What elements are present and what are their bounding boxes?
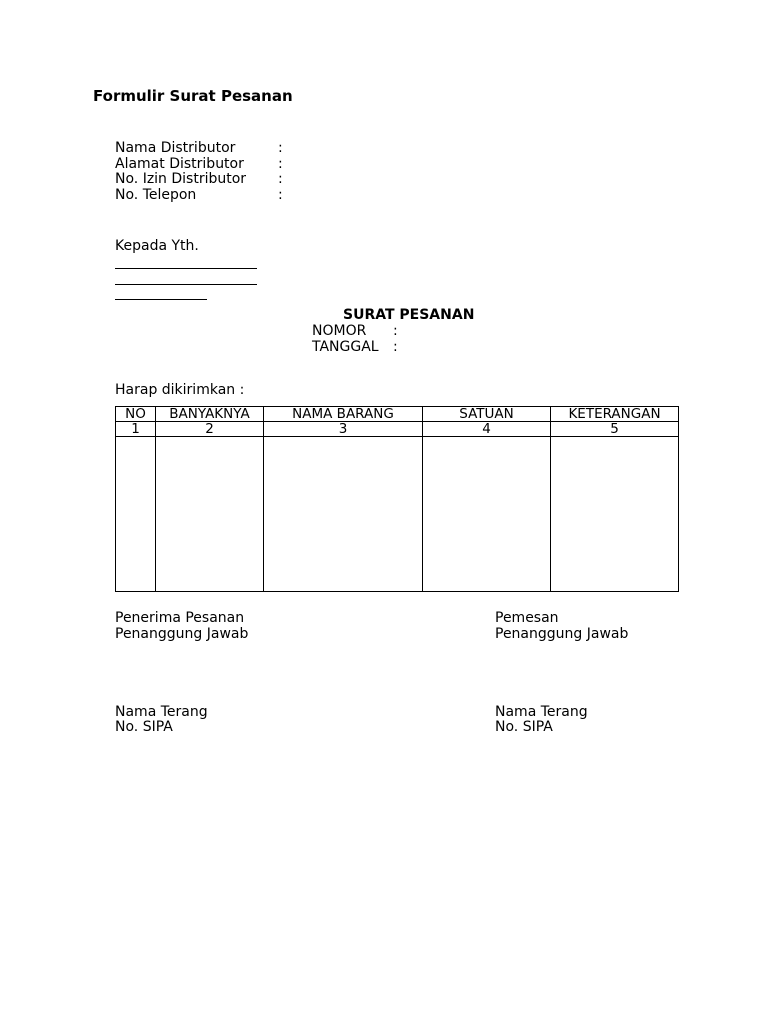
signature-right-sipa-label: No. SIPA bbox=[495, 719, 553, 735]
tanggal-colon: : bbox=[393, 339, 398, 355]
recipient-blank-line-1 bbox=[115, 268, 257, 269]
column-number: 2 bbox=[156, 422, 264, 437]
nomor-label: NOMOR bbox=[312, 323, 367, 339]
field-label-no-telepon: No. Telepon bbox=[115, 187, 197, 203]
signature-left-responsible: Penanggung Jawab bbox=[115, 626, 249, 642]
field-label-alamat-distributor: Alamat Distributor bbox=[115, 156, 244, 172]
recipient-blank-line-2 bbox=[115, 284, 257, 285]
entry-cell-banyaknya bbox=[156, 437, 264, 592]
entry-cell-no bbox=[116, 437, 156, 592]
entry-cell-nama-barang bbox=[264, 437, 423, 592]
table-entry-area bbox=[116, 437, 679, 592]
signature-right-responsible: Penanggung Jawab bbox=[495, 626, 629, 642]
entry-cell-satuan bbox=[423, 437, 551, 592]
entry-cell-keterangan bbox=[551, 437, 679, 592]
table-column-number-row bbox=[116, 422, 679, 437]
field-colon: : bbox=[278, 140, 283, 156]
column-number: 3 bbox=[264, 422, 423, 437]
letter-heading: SURAT PESANAN bbox=[343, 307, 475, 323]
field-label-no-izin-distributor: No. Izin Distributor bbox=[115, 171, 247, 187]
signature-left-role: Penerima Pesanan bbox=[115, 610, 245, 626]
request-text: Harap dikirimkan : bbox=[115, 382, 245, 398]
column-header-satuan: SATUAN bbox=[423, 407, 551, 422]
order-table bbox=[115, 406, 679, 592]
tanggal-label: TANGGAL bbox=[312, 339, 379, 355]
signature-right-name-label: Nama Terang bbox=[495, 704, 588, 720]
field-label-nama-distributor: Nama Distributor bbox=[115, 140, 236, 156]
column-header-keterangan: KETERANGAN bbox=[551, 407, 679, 422]
signature-left-name-label: Nama Terang bbox=[115, 704, 208, 720]
recipient-label: Kepada Yth. bbox=[115, 238, 199, 254]
column-number: 1 bbox=[116, 422, 156, 437]
field-colon: : bbox=[278, 187, 283, 203]
field-colon: : bbox=[278, 171, 283, 187]
recipient-blank-line-3 bbox=[115, 299, 207, 300]
signature-left-sipa-label: No. SIPA bbox=[115, 719, 173, 735]
field-colon: : bbox=[278, 156, 283, 172]
nomor-colon: : bbox=[393, 323, 398, 339]
column-header-nama-barang: NAMA BARANG bbox=[264, 407, 423, 422]
signature-right-role: Pemesan bbox=[495, 610, 559, 626]
column-number: 4 bbox=[423, 422, 551, 437]
column-header-banyaknya: BANYAKNYA bbox=[156, 407, 264, 422]
form-title: Formulir Surat Pesanan bbox=[93, 87, 293, 105]
column-number: 5 bbox=[551, 422, 679, 437]
table-header-row bbox=[116, 407, 679, 422]
column-header-no: NO bbox=[116, 407, 156, 422]
